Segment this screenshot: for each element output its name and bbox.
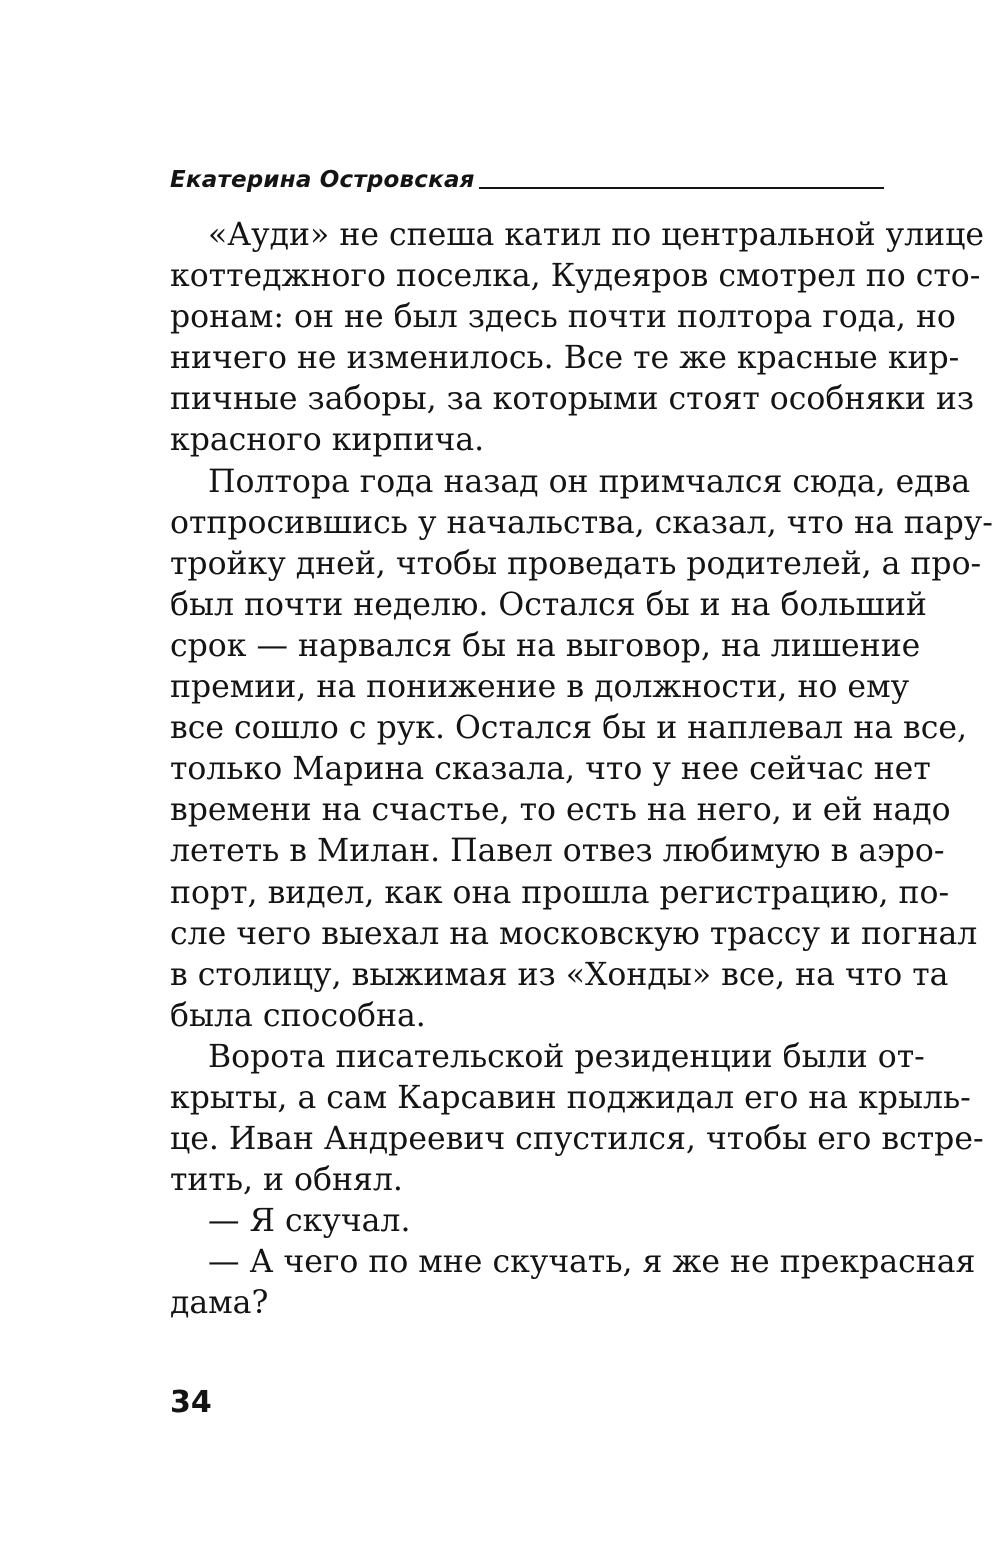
text-line: Ворота писательской резиденции были от- xyxy=(208,1038,925,1075)
text-line: порт, видел, как она прошла регистрацию, по- xyxy=(170,874,950,911)
text-line: отпросившись у начальства, сказал, что на пару- xyxy=(170,504,993,541)
text-line: времени на счастье, то есть на него, и ей надо xyxy=(170,792,951,829)
running-head xyxy=(170,160,884,194)
text-line: тройку дней, чтобы проведать родителей, а про- xyxy=(170,545,982,582)
text-line: «Ауди» не спеша катил по центральной улице xyxy=(208,217,985,253)
text-line: ничего не изменилось. Все те же красные кир- xyxy=(170,340,960,377)
body-text xyxy=(170,215,993,1325)
text-line: был почти неделю. Остался бы и на больший xyxy=(170,586,927,623)
text-line: ронам: он не был здесь почти полтора года, но xyxy=(170,299,956,336)
text-line: пичные заборы, за которыми стоят особняки из xyxy=(170,381,975,418)
page-number: 34 xyxy=(170,1385,212,1420)
text-line: лететь в Милан. Павел отвез любимую в аэро- xyxy=(170,833,945,870)
text-line: крыты, а сам Карсавин поджидал его на крыль- xyxy=(170,1079,971,1116)
text-line: це. Иван Андреевич спустился, чтобы его встре- xyxy=(170,1121,984,1158)
text-line: Полтора года назад он примчался сюда, едва xyxy=(208,463,971,500)
text-line: срок — нарвался бы на выговор, на лишение xyxy=(170,627,921,664)
text-line: в столицу, выжимая из «Хонды» все, на что та xyxy=(170,956,949,993)
text-line: красного кирпича. xyxy=(170,422,485,459)
text-line: сле чего выехал на московскую трассу и погнал xyxy=(170,915,978,952)
text-line: коттеджного поселка, Кудеяров смотрел по сто- xyxy=(170,258,981,295)
text-line: тить, и обнял. xyxy=(170,1162,403,1199)
author-name: Екатерина Островская xyxy=(170,167,475,193)
text-line: дама? xyxy=(170,1285,269,1322)
dialogue-line: — А чего по мне скучать, я же не прекрасная xyxy=(208,1244,976,1281)
text-line: была способна. xyxy=(170,997,426,1034)
dialogue-line: — Я скучал. xyxy=(208,1203,411,1240)
header-rule xyxy=(479,187,884,189)
text-line: премии, на понижение в должности, но ему xyxy=(170,669,910,706)
text-line: все сошло с рук. Остался бы и наплевал на все, xyxy=(170,710,968,747)
text-line: только Марина сказала, что у нее сейчас нет xyxy=(170,751,931,788)
